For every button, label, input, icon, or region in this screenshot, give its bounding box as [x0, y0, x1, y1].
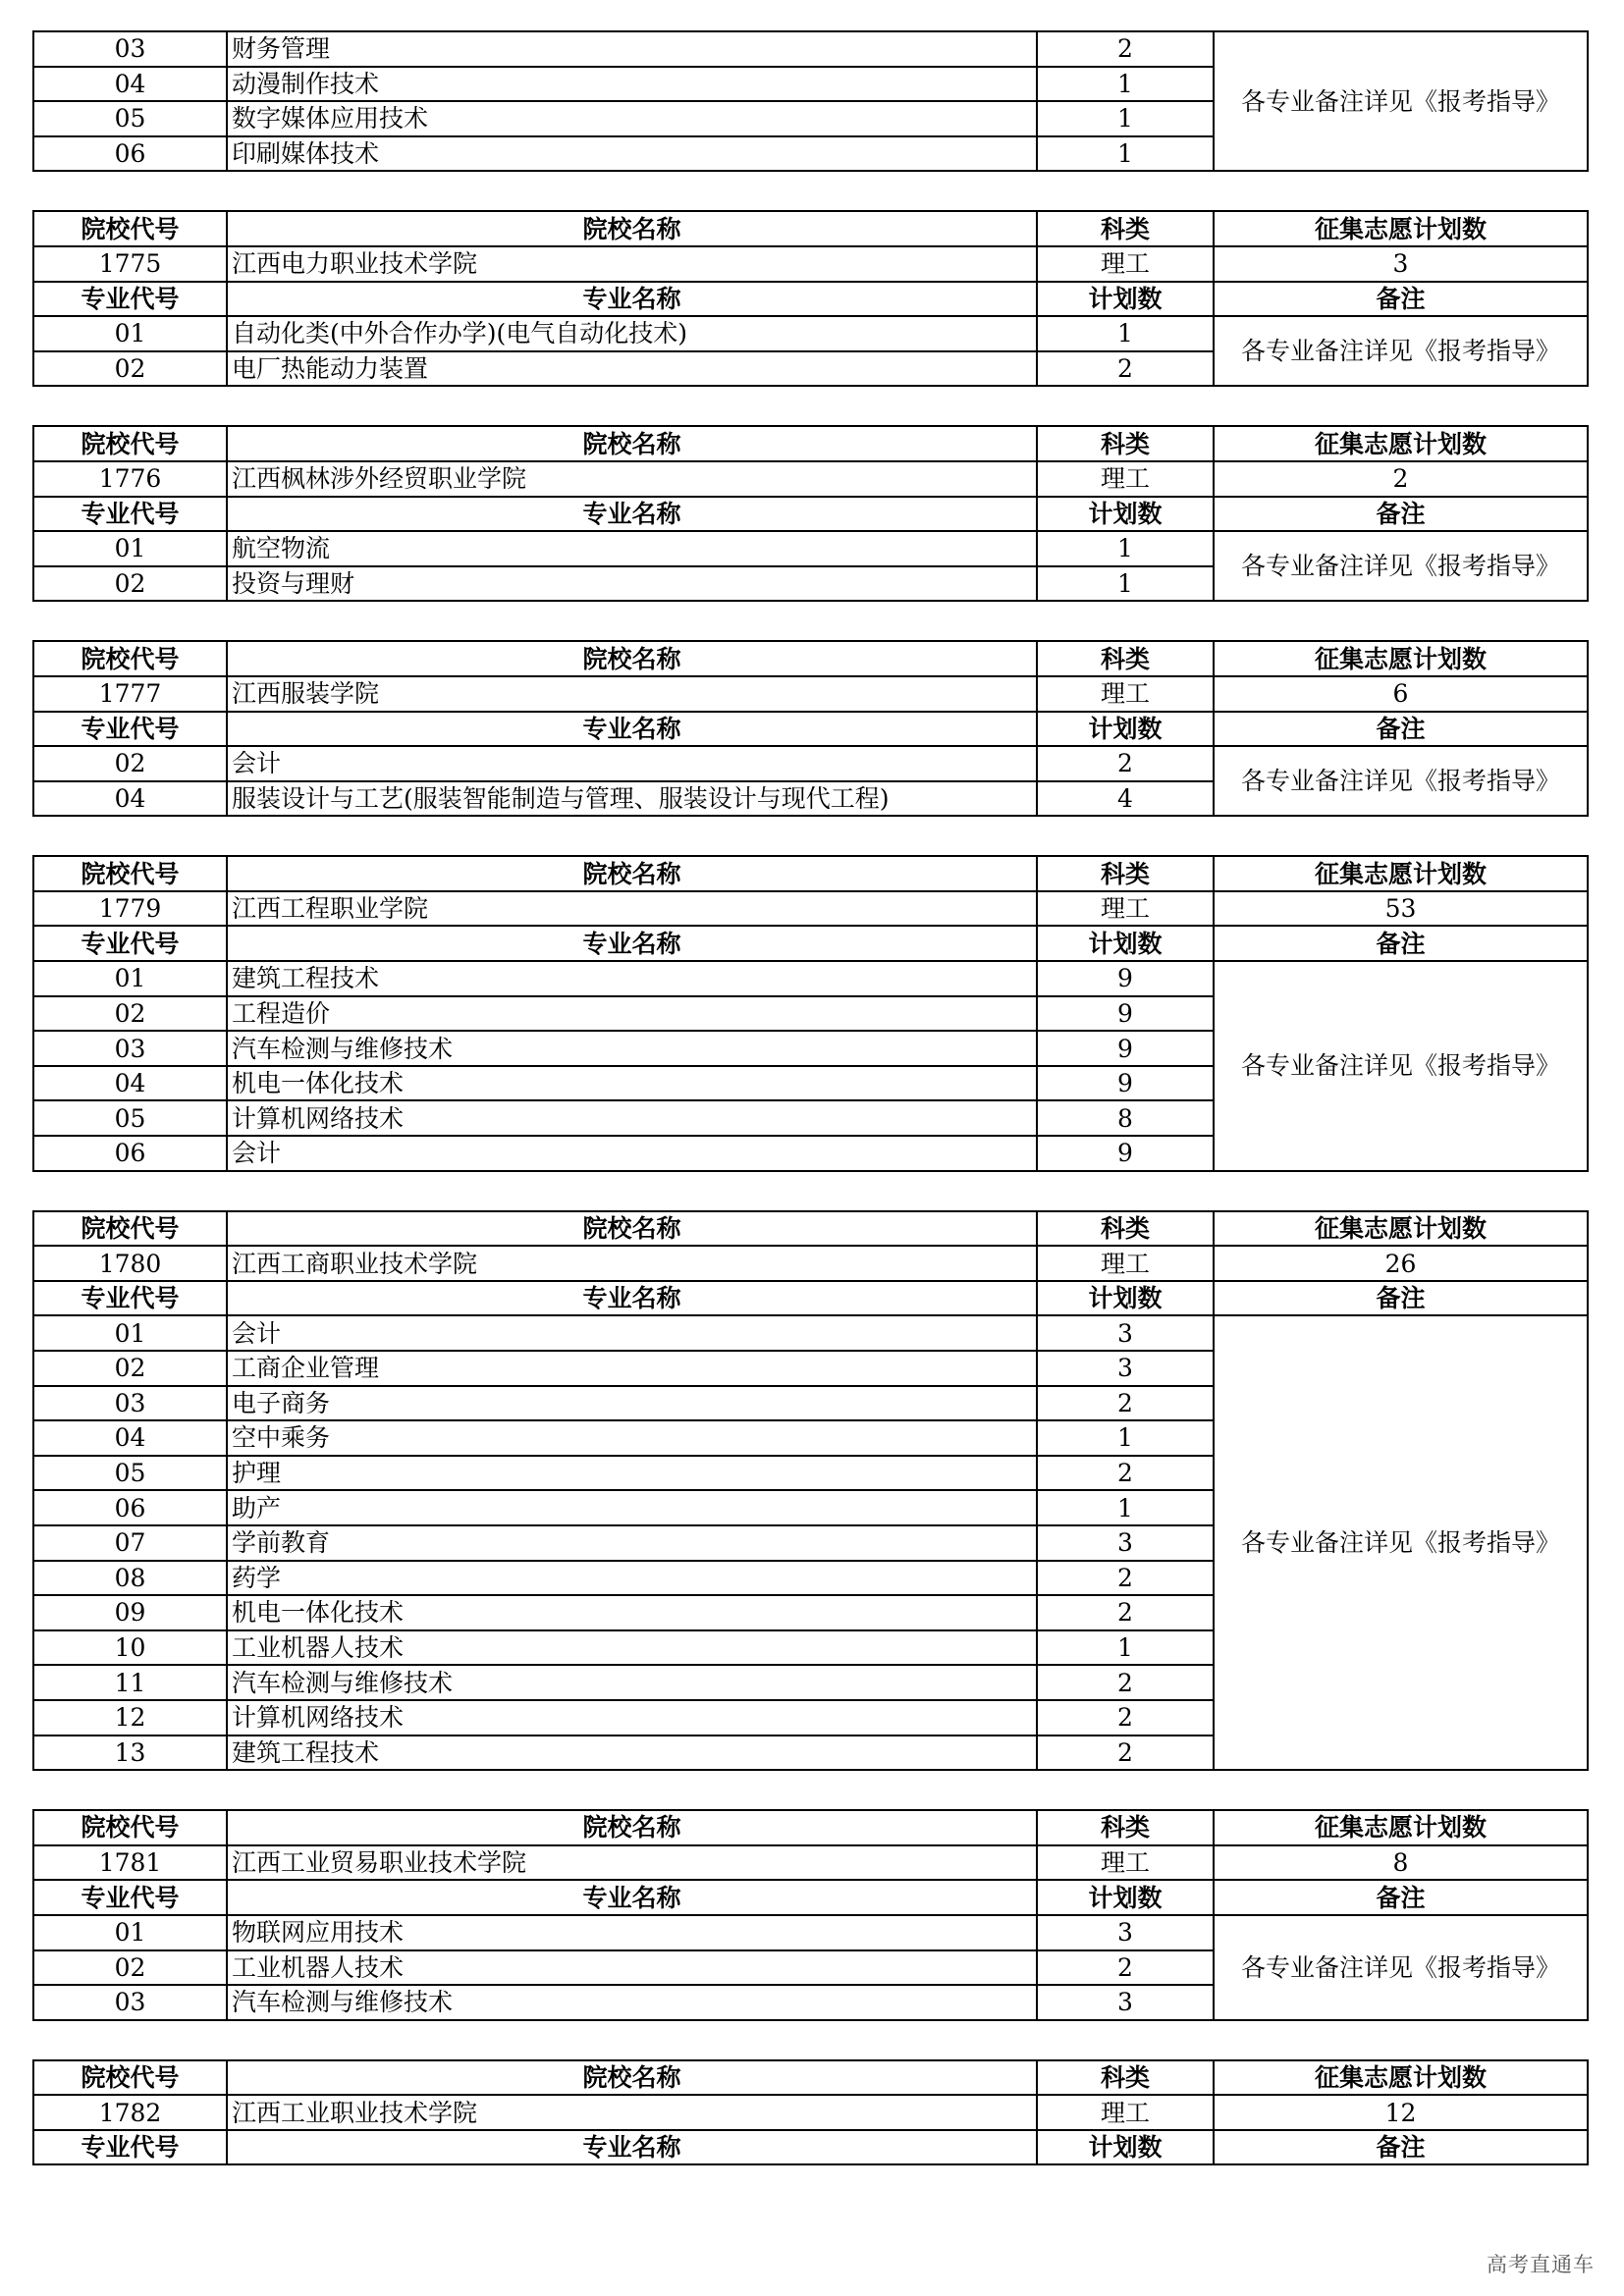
plan-count-cell: 1 — [1037, 316, 1214, 351]
school-table — [32, 425, 1589, 602]
major-code-cell: 01 — [33, 316, 227, 351]
plan-total-cell: 53 — [1214, 891, 1588, 927]
plan-count-cell: 2 — [1037, 1700, 1214, 1735]
major-name-cell: 电厂热能动力装置 — [227, 351, 1037, 387]
remark-cell: 各专业备注详见《报考指导》 — [1214, 316, 1588, 386]
plan-count-cell: 9 — [1037, 961, 1214, 996]
major-code-cell: 05 — [33, 1456, 227, 1491]
school-code-cell: 1776 — [33, 461, 227, 497]
watermark-text: 高考直通车 — [1487, 2253, 1595, 2276]
major-code-cell: 02 — [33, 566, 227, 602]
school-name-cell: 江西服装学院 — [227, 676, 1037, 712]
plan-count-cell: 3 — [1037, 1525, 1214, 1561]
major-name-cell: 助产 — [227, 1490, 1037, 1525]
major-name-cell: 计算机网络技术 — [227, 1100, 1037, 1136]
category-cell: 理工 — [1037, 246, 1214, 282]
plan-count-cell: 1 — [1037, 1420, 1214, 1456]
header-major-code: 专业代号 — [33, 926, 227, 961]
major-code-cell: 03 — [33, 1031, 227, 1066]
header-major-code: 专业代号 — [33, 2130, 227, 2165]
major-code-cell: 02 — [33, 1351, 227, 1386]
major-name-cell: 建筑工程技术 — [227, 961, 1037, 996]
header-plan-total: 征集志愿计划数 — [1214, 856, 1588, 891]
major-name-cell: 护理 — [227, 1456, 1037, 1491]
major-name-cell: 会计 — [227, 1136, 1037, 1171]
major-name-cell: 自动化类(中外合作办学)(电气自动化技术) — [227, 316, 1037, 351]
major-code-cell: 02 — [33, 1950, 227, 1986]
school-code-cell: 1775 — [33, 246, 227, 282]
major-name-cell: 汽车检测与维修技术 — [227, 1985, 1037, 2020]
major-name-cell: 药学 — [227, 1561, 1037, 1596]
plan-count-cell: 9 — [1037, 1136, 1214, 1171]
major-code-cell: 12 — [33, 1700, 227, 1735]
major-row — [33, 1915, 1588, 1950]
plan-count-cell: 8 — [1037, 1100, 1214, 1136]
plan-total-cell: 3 — [1214, 246, 1588, 282]
major-row — [33, 1315, 1588, 1351]
header-remark: 备注 — [1214, 497, 1588, 532]
major-name-cell: 空中乘务 — [227, 1420, 1037, 1456]
header-school-code: 院校代号 — [33, 1211, 227, 1247]
header-school-name: 院校名称 — [227, 426, 1037, 461]
header-remark: 备注 — [1214, 282, 1588, 317]
plan-count-cell: 9 — [1037, 996, 1214, 1032]
plan-count-cell: 9 — [1037, 1031, 1214, 1066]
major-code-cell: 02 — [33, 746, 227, 781]
major-name-cell: 建筑工程技术 — [227, 1735, 1037, 1771]
plan-count-cell: 2 — [1037, 351, 1214, 387]
header-plan-total: 征集志愿计划数 — [1214, 1810, 1588, 1845]
plan-count-cell: 2 — [1037, 1386, 1214, 1421]
school-table — [32, 1809, 1589, 2021]
plan-total-cell: 12 — [1214, 2095, 1588, 2130]
plan-count-cell: 3 — [1037, 1985, 1214, 2020]
school-name-cell: 江西电力职业技术学院 — [227, 246, 1037, 282]
major-name-cell: 财务管理 — [227, 31, 1037, 67]
school-name-cell: 江西工业职业技术学院 — [227, 2095, 1037, 2130]
header-plan-count: 计划数 — [1037, 2130, 1214, 2165]
plan-count-cell: 2 — [1037, 1735, 1214, 1771]
major-code-cell: 02 — [33, 996, 227, 1032]
major-name-cell: 会计 — [227, 746, 1037, 781]
school-name-cell: 江西工程职业学院 — [227, 891, 1037, 927]
header-plan-count: 计划数 — [1037, 1880, 1214, 1915]
plan-count-cell: 2 — [1037, 31, 1214, 67]
header-remark: 备注 — [1214, 2130, 1588, 2165]
header-category: 科类 — [1037, 211, 1214, 246]
admission-plan-page — [32, 30, 1587, 2165]
remark-cell: 各专业备注详见《报考指导》 — [1214, 31, 1588, 171]
plan-count-cell: 9 — [1037, 1066, 1214, 1101]
header-school-code: 院校代号 — [33, 2060, 227, 2096]
header-category: 科类 — [1037, 641, 1214, 676]
major-name-cell: 印刷媒体技术 — [227, 136, 1037, 172]
plan-count-cell: 1 — [1037, 531, 1214, 566]
plan-total-cell: 2 — [1214, 461, 1588, 497]
major-code-cell: 09 — [33, 1595, 227, 1630]
category-cell: 理工 — [1037, 1845, 1214, 1881]
header-category: 科类 — [1037, 1211, 1214, 1247]
major-name-cell: 数字媒体应用技术 — [227, 101, 1037, 136]
major-code-cell: 03 — [33, 31, 227, 67]
plan-total-cell: 6 — [1214, 676, 1588, 712]
plan-count-cell: 1 — [1037, 1630, 1214, 1666]
header-major-code: 专业代号 — [33, 712, 227, 747]
school-code-cell: 1782 — [33, 2095, 227, 2130]
plan-count-cell: 3 — [1037, 1315, 1214, 1351]
header-plan-count: 计划数 — [1037, 712, 1214, 747]
plan-total-cell: 8 — [1214, 1845, 1588, 1881]
header-major-code: 专业代号 — [33, 1880, 227, 1915]
major-code-cell: 01 — [33, 1915, 227, 1950]
major-code-cell: 01 — [33, 531, 227, 566]
major-code-cell: 03 — [33, 1985, 227, 2020]
plan-count-cell: 2 — [1037, 1595, 1214, 1630]
header-major-code: 专业代号 — [33, 1281, 227, 1316]
plan-count-cell: 2 — [1037, 1950, 1214, 1986]
major-name-cell: 航空物流 — [227, 531, 1037, 566]
plan-count-cell: 1 — [1037, 101, 1214, 136]
major-code-cell: 08 — [33, 1561, 227, 1596]
category-cell: 理工 — [1037, 676, 1214, 712]
header-major-name: 专业名称 — [227, 1880, 1037, 1915]
major-name-cell: 会计 — [227, 1315, 1037, 1351]
major-name-cell: 机电一体化技术 — [227, 1066, 1037, 1101]
plan-count-cell: 2 — [1037, 1561, 1214, 1596]
major-code-cell: 04 — [33, 1420, 227, 1456]
major-name-cell: 服装设计与工艺(服装智能制造与管理、服装设计与现代工程) — [227, 781, 1037, 817]
header-major-name: 专业名称 — [227, 282, 1037, 317]
major-name-cell: 投资与理财 — [227, 566, 1037, 602]
school-code-cell: 1781 — [33, 1845, 227, 1881]
major-code-cell: 05 — [33, 101, 227, 136]
major-code-cell: 05 — [33, 1100, 227, 1136]
header-major-code: 专业代号 — [33, 497, 227, 532]
header-remark: 备注 — [1214, 1281, 1588, 1316]
header-school-code: 院校代号 — [33, 1810, 227, 1845]
header-school-name: 院校名称 — [227, 1211, 1037, 1247]
major-row — [33, 746, 1588, 781]
header-plan-count: 计划数 — [1037, 1281, 1214, 1316]
major-code-cell: 07 — [33, 1525, 227, 1561]
school-name-cell: 江西工业贸易职业技术学院 — [227, 1845, 1037, 1881]
header-major-name: 专业名称 — [227, 926, 1037, 961]
major-name-cell: 计算机网络技术 — [227, 1700, 1037, 1735]
major-name-cell: 工商企业管理 — [227, 1351, 1037, 1386]
school-table — [32, 640, 1589, 817]
major-name-cell: 电子商务 — [227, 1386, 1037, 1421]
major-name-cell: 工程造价 — [227, 996, 1037, 1032]
plan-count-cell: 1 — [1037, 67, 1214, 102]
school-table — [32, 855, 1589, 1171]
remark-cell: 各专业备注详见《报考指导》 — [1214, 746, 1588, 816]
school-table — [32, 1210, 1589, 1772]
header-plan-total: 征集志愿计划数 — [1214, 426, 1588, 461]
header-category: 科类 — [1037, 426, 1214, 461]
major-name-cell: 工业机器人技术 — [227, 1630, 1037, 1666]
major-name-cell: 机电一体化技术 — [227, 1595, 1037, 1630]
major-name-cell: 工业机器人技术 — [227, 1950, 1037, 1986]
remark-cell: 各专业备注详见《报考指导》 — [1214, 531, 1588, 601]
header-remark: 备注 — [1214, 712, 1588, 747]
major-row — [33, 31, 1588, 67]
header-school-name: 院校名称 — [227, 211, 1037, 246]
category-cell: 理工 — [1037, 461, 1214, 497]
header-category: 科类 — [1037, 1810, 1214, 1845]
header-plan-count: 计划数 — [1037, 282, 1214, 317]
header-major-name: 专业名称 — [227, 497, 1037, 532]
school-code-cell: 1777 — [33, 676, 227, 712]
plan-count-cell: 3 — [1037, 1915, 1214, 1950]
major-code-cell: 01 — [33, 961, 227, 996]
header-major-name: 专业名称 — [227, 712, 1037, 747]
school-table — [32, 210, 1589, 387]
header-category: 科类 — [1037, 2060, 1214, 2096]
major-code-cell: 11 — [33, 1665, 227, 1700]
header-remark: 备注 — [1214, 1880, 1588, 1915]
header-school-code: 院校代号 — [33, 211, 227, 246]
header-school-name: 院校名称 — [227, 2060, 1037, 2096]
header-plan-count: 计划数 — [1037, 497, 1214, 532]
major-code-cell: 06 — [33, 136, 227, 172]
major-code-cell: 03 — [33, 1386, 227, 1421]
major-code-cell: 04 — [33, 67, 227, 102]
major-code-cell: 01 — [33, 1315, 227, 1351]
plan-count-cell: 1 — [1037, 566, 1214, 602]
header-plan-count: 计划数 — [1037, 926, 1214, 961]
header-school-name: 院校名称 — [227, 856, 1037, 891]
plan-count-cell: 4 — [1037, 781, 1214, 817]
major-code-cell: 06 — [33, 1490, 227, 1525]
plan-count-cell: 1 — [1037, 1490, 1214, 1525]
header-category: 科类 — [1037, 856, 1214, 891]
school-code-cell: 1779 — [33, 891, 227, 927]
header-plan-total: 征集志愿计划数 — [1214, 211, 1588, 246]
major-code-cell: 04 — [33, 1066, 227, 1101]
major-code-cell: 04 — [33, 781, 227, 817]
major-name-cell: 汽车检测与维修技术 — [227, 1665, 1037, 1700]
major-name-cell: 汽车检测与维修技术 — [227, 1031, 1037, 1066]
plan-count-cell: 3 — [1037, 1351, 1214, 1386]
major-row — [33, 961, 1588, 996]
plan-total-cell: 26 — [1214, 1246, 1588, 1281]
header-school-code: 院校代号 — [33, 856, 227, 891]
header-plan-total: 征集志愿计划数 — [1214, 1211, 1588, 1247]
header-school-code: 院校代号 — [33, 426, 227, 461]
school-name-cell: 江西枫林涉外经贸职业学院 — [227, 461, 1037, 497]
header-school-name: 院校名称 — [227, 1810, 1037, 1845]
major-code-cell: 13 — [33, 1735, 227, 1771]
school-code-cell: 1780 — [33, 1246, 227, 1281]
header-remark: 备注 — [1214, 926, 1588, 961]
plan-count-cell: 2 — [1037, 1456, 1214, 1491]
major-row — [33, 531, 1588, 566]
remark-cell: 各专业备注详见《报考指导》 — [1214, 1315, 1588, 1770]
category-cell: 理工 — [1037, 1246, 1214, 1281]
header-school-name: 院校名称 — [227, 641, 1037, 676]
remark-cell: 各专业备注详见《报考指导》 — [1214, 961, 1588, 1171]
major-name-cell: 学前教育 — [227, 1525, 1037, 1561]
plan-count-cell: 2 — [1037, 746, 1214, 781]
major-code-cell: 10 — [33, 1630, 227, 1666]
category-cell: 理工 — [1037, 891, 1214, 927]
plan-count-cell: 2 — [1037, 1665, 1214, 1700]
header-plan-total: 征集志愿计划数 — [1214, 641, 1588, 676]
remark-cell: 各专业备注详见《报考指导》 — [1214, 1915, 1588, 2020]
major-name-cell: 动漫制作技术 — [227, 67, 1037, 102]
major-code-cell: 06 — [33, 1136, 227, 1171]
major-code-cell: 02 — [33, 351, 227, 387]
school-table — [32, 2059, 1589, 2166]
category-cell: 理工 — [1037, 2095, 1214, 2130]
header-school-code: 院校代号 — [33, 641, 227, 676]
header-major-name: 专业名称 — [227, 2130, 1037, 2165]
plan-count-cell: 1 — [1037, 136, 1214, 172]
major-row — [33, 316, 1588, 351]
school-name-cell: 江西工商职业技术学院 — [227, 1246, 1037, 1281]
header-major-code: 专业代号 — [33, 282, 227, 317]
major-name-cell: 物联网应用技术 — [227, 1915, 1037, 1950]
school-table — [32, 30, 1589, 172]
header-plan-total: 征集志愿计划数 — [1214, 2060, 1588, 2096]
header-major-name: 专业名称 — [227, 1281, 1037, 1316]
